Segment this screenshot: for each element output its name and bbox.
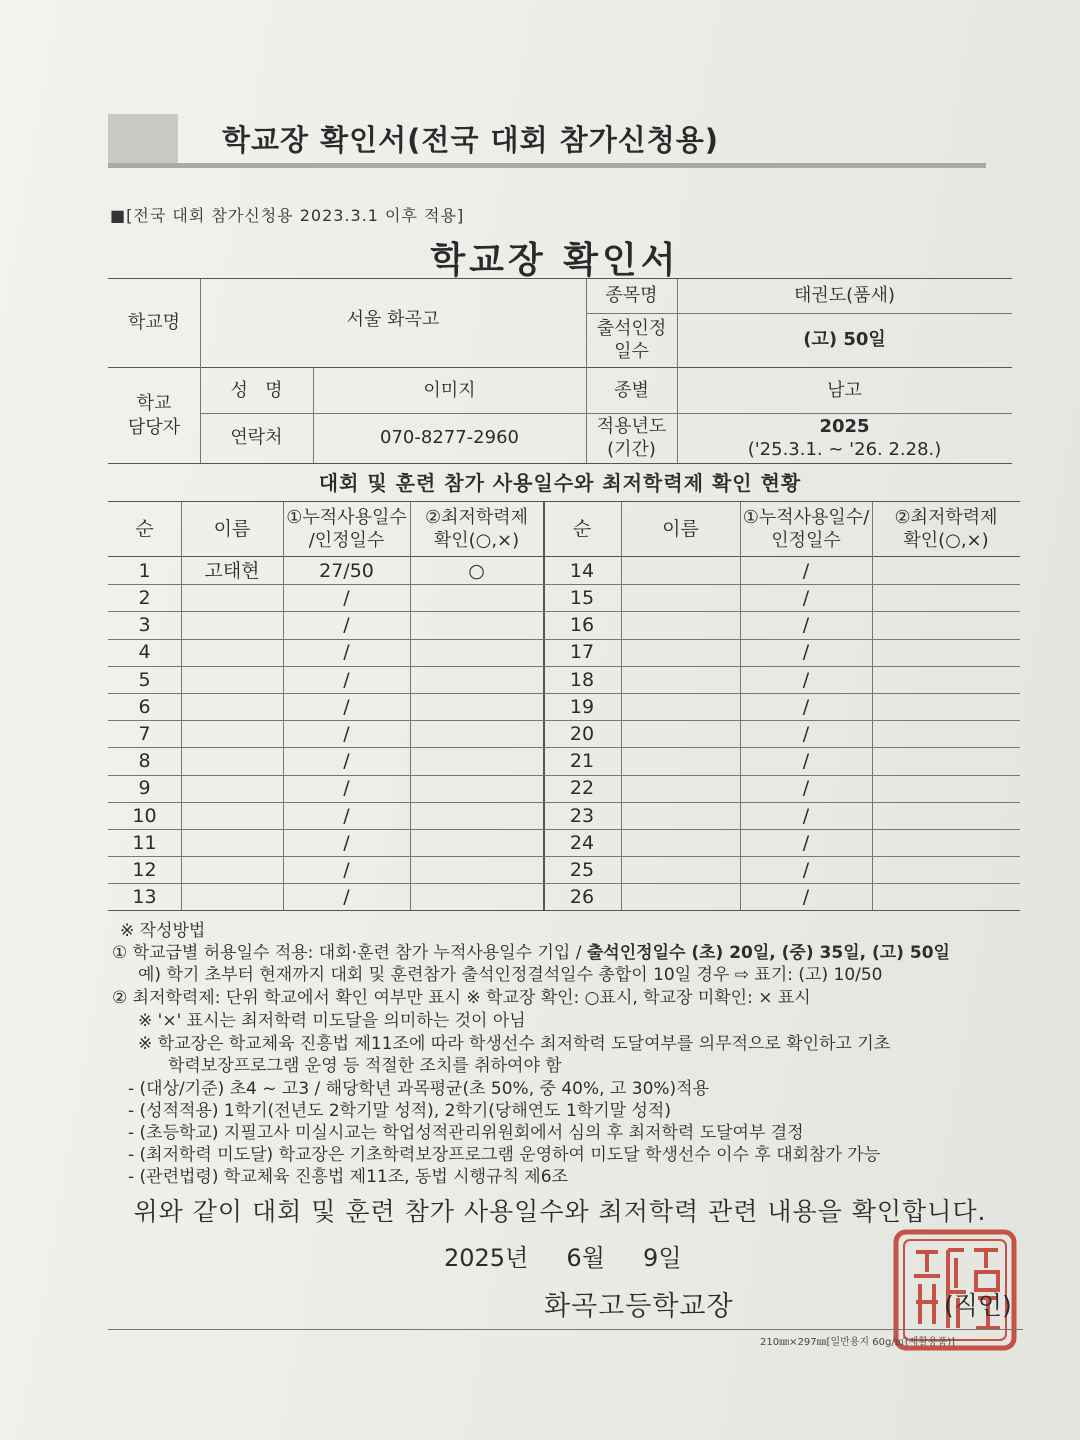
cell-n: 8 — [138, 750, 151, 773]
cell-n: 16 — [569, 614, 595, 637]
cell-name — [181, 776, 283, 802]
col-academic: ②최저학력제 확인(○,×) — [424, 506, 529, 551]
form-reference: ■[전국 대회 참가신청용 2023.3.1 이후 적용] — [110, 206, 465, 225]
detail-2: - (성적적용) 1학기(전년도 2학기말 성적), 2학기(당해연도 1학기말 성적) — [128, 1101, 671, 1121]
cell-n: 20 — [569, 722, 595, 745]
cell-check — [410, 694, 543, 720]
cell-n: 5 — [138, 668, 151, 691]
cell-name — [621, 585, 740, 611]
detail-3: - (초등학교) 지필고사 미실시교는 학업성적관리위원회에서 심의 후 최저학력 도달여부 결정 — [128, 1123, 804, 1143]
cell-name — [621, 857, 740, 883]
detail-4: - (최저학력 미도달) 학교장은 기초학력보장프로그램 운영하여 미도달 학생선수 이수 후 대회참가 가능 — [128, 1145, 881, 1165]
header-underline — [108, 163, 986, 168]
detail-5: - (관련법령) 학교체육 진흥법 제11조, 동법 시행규칙 제6조 — [128, 1167, 568, 1187]
cell-n: 17 — [569, 641, 595, 664]
cell-check — [872, 803, 1020, 829]
cell-days: / — [802, 722, 810, 745]
cell-days: / — [802, 750, 810, 773]
cell-check — [872, 776, 1020, 802]
paper-size-note: 210㎜×297㎜[일반용지 60g/㎡(재활용품)] — [760, 1337, 956, 1348]
cell-check — [410, 748, 543, 774]
cell-days: / — [802, 641, 810, 664]
cell-name — [621, 667, 740, 693]
cell-n: 7 — [138, 722, 151, 745]
cell-n: 9 — [138, 777, 151, 800]
cell-name — [181, 585, 283, 611]
cell-name — [181, 721, 283, 747]
gender-value: 남고 — [827, 379, 862, 401]
cell-days: / — [802, 886, 810, 909]
cell-days: / — [343, 586, 350, 609]
cell-days: / — [802, 614, 810, 637]
cell-name — [181, 857, 283, 883]
cell-name — [621, 830, 740, 856]
col-days: ①누적사용일수 /인정일수 — [286, 506, 407, 551]
confirmation-statement: 위와 같이 대회 및 훈련 참가 사용일수와 최저학력 관련 내용을 확인합니다. — [133, 1197, 987, 1226]
cell-name — [621, 612, 740, 638]
cell-check — [872, 721, 1020, 747]
cell-days: / — [802, 668, 810, 691]
cell-check — [410, 612, 543, 638]
cell-n: 23 — [569, 804, 595, 827]
cell-name — [621, 721, 740, 747]
col-days-right: ①누적사용일수/ 인정일수 — [742, 506, 870, 551]
cell-check — [872, 694, 1020, 720]
cell-check — [872, 830, 1020, 856]
cell-name — [181, 667, 283, 693]
cell-name — [621, 803, 740, 829]
principal-name: 화곡고등학교장 — [544, 1291, 734, 1322]
cell-days: / — [802, 586, 810, 609]
col-name-right: 이름 — [662, 517, 699, 540]
detail-1: - (대상/기준) 초4 ~ 고3 / 해당학년 과목평균(초 50%, 중 40%, 고 30%)적용 — [128, 1079, 710, 1099]
period-value: ('25.3.1. ~ '26. 2.28.) — [747, 439, 942, 460]
attendance-value: (고) 50일 — [803, 329, 886, 351]
header-title: 학교장 확인서(전국 대회 참가신청용) — [222, 123, 720, 157]
cell-name — [181, 803, 283, 829]
cell-days: / — [802, 695, 810, 718]
cell-n: 4 — [138, 641, 151, 664]
note-2-sub2: ※ 학교장은 학교체육 진흥법 제11조에 따라 학생선수 최저학력 도달여부를 의무적으로 확인하고 기초 — [138, 1034, 891, 1054]
cell-n: 22 — [569, 777, 595, 800]
cell-n: 6 — [138, 695, 151, 718]
manager-label: 학교 담당자 — [127, 393, 181, 438]
cell-name — [181, 612, 283, 638]
cell-days: / — [802, 559, 810, 582]
cell-n: 14 — [569, 559, 595, 582]
cell-n: 26 — [569, 886, 595, 909]
cell-check — [872, 585, 1020, 611]
cell-n: 18 — [569, 668, 595, 691]
seal-label: (직인) — [944, 1291, 1012, 1320]
header-decor-box — [108, 114, 178, 168]
cell-n: 21 — [569, 750, 595, 773]
cell-check — [410, 667, 543, 693]
gender-label: 종별 — [614, 379, 649, 401]
col-order-right: 순 — [572, 517, 592, 540]
note-1-example: 예) 학기 초부터 현재까지 대회 및 훈련참가 출석인정결석일수 총합이 10일 경우 ⇨ 표기: (고) 10/50 — [138, 965, 883, 985]
cell-check — [410, 884, 543, 910]
cell-days: / — [343, 777, 350, 800]
cell-name — [181, 748, 283, 774]
cell-check — [410, 585, 543, 611]
cell-n: 15 — [569, 586, 595, 609]
cell-name — [621, 884, 740, 910]
cell-name — [621, 558, 740, 584]
cell-days: / — [802, 858, 810, 881]
event-label: 종목명 — [605, 285, 658, 307]
section-heading: 대회 및 훈련 참가 사용일수와 최저학력제 확인 현황 — [318, 471, 802, 495]
col-order: 순 — [135, 517, 154, 540]
cell-n: 3 — [138, 614, 151, 637]
cell-name — [621, 640, 740, 666]
cell-name — [181, 830, 283, 856]
date-month: 6월 — [566, 1244, 605, 1272]
cell-name — [181, 640, 283, 666]
attendance-label: 출석인정 일수 — [596, 317, 667, 362]
cell-n: 25 — [569, 858, 595, 881]
cell-check — [872, 558, 1020, 584]
cell-name — [621, 748, 740, 774]
cell-check — [872, 857, 1020, 883]
year-value: 2025 — [819, 415, 870, 437]
note-2-sub2-cont: 학력보장프로그램 운영 등 적절한 조치를 취하여야 함 — [168, 1056, 562, 1076]
cell-name — [621, 694, 740, 720]
cell-days: / — [343, 695, 350, 718]
cell-days: / — [802, 831, 810, 854]
school-label: 학교명 — [127, 312, 181, 334]
cell-check — [872, 612, 1020, 638]
cell-days: / — [343, 722, 350, 745]
date-year: 2025년 — [444, 1244, 529, 1272]
cell-days: / — [343, 641, 350, 664]
cell-check — [872, 884, 1020, 910]
cell-check — [410, 721, 543, 747]
cell-n: 12 — [132, 858, 157, 881]
cell-name: 고태현 — [204, 559, 260, 582]
cell-n: 13 — [132, 886, 157, 909]
cell-days: 27/50 — [319, 559, 374, 582]
notes-heading: ※ 작성방법 — [120, 921, 206, 941]
note-1: ① 학교급별 허용일수 적용: 대회·훈련 참가 누적사용일수 기입 / — [112, 943, 587, 963]
cell-days: / — [343, 614, 350, 637]
note-2: ② 최저학력제: 단위 학교에서 확인 여부만 표시 ※ 학교장 확인: ○표시, 학교장 미확인: × 표시 — [112, 988, 811, 1008]
cell-days: / — [802, 804, 810, 827]
note-2-sub1: ※ '×' 표시는 최저학력 미도달을 의미하는 것이 아님 — [138, 1011, 526, 1031]
col-academic-right: ②최저학력제 확인(○,×) — [894, 506, 998, 551]
cell-days: / — [343, 668, 350, 691]
contact-label: 연락처 — [230, 427, 283, 449]
cell-check — [410, 640, 543, 666]
cell-check — [410, 776, 543, 802]
year-label: 적용년도 (기간) — [596, 415, 667, 460]
cell-check — [872, 667, 1020, 693]
name-value: 이미지 — [423, 379, 476, 401]
footer-rule — [108, 1329, 1023, 1330]
cell-check — [410, 830, 543, 856]
note-1-highlight: 출석인정일수 (초) 20일, (중) 35일, (고) 50일 — [586, 943, 950, 963]
cell-days: / — [343, 858, 350, 881]
cell-days: / — [802, 777, 810, 800]
cell-name — [621, 776, 740, 802]
cell-n: 10 — [132, 804, 157, 827]
cell-name — [181, 884, 283, 910]
contact-value: 070-8277-2960 — [380, 427, 519, 449]
cell-n: 11 — [132, 831, 157, 854]
cell-check — [410, 857, 543, 883]
cell-days: / — [343, 831, 350, 854]
document-title: 학교장 확인서 — [430, 240, 680, 281]
col-name: 이름 — [213, 517, 251, 540]
cell-n: 24 — [569, 831, 595, 854]
issue-date — [444, 1238, 682, 1273]
school-value: 서울 화곡고 — [346, 309, 440, 331]
cell-check — [872, 640, 1020, 666]
cell-days: / — [343, 750, 350, 773]
cell-check — [872, 748, 1020, 774]
name-label: 성 명 — [230, 379, 283, 401]
date-day: 9일 — [643, 1244, 682, 1272]
cell-check — [410, 803, 543, 829]
event-value: 태권도(품새) — [794, 285, 895, 307]
cell-n: 2 — [138, 586, 151, 609]
cell-days: / — [343, 886, 350, 909]
cell-days: / — [343, 804, 350, 827]
cell-n: 1 — [138, 559, 151, 582]
cell-n: 19 — [569, 695, 595, 718]
cell-check: ○ — [468, 559, 485, 582]
cell-name — [181, 694, 283, 720]
